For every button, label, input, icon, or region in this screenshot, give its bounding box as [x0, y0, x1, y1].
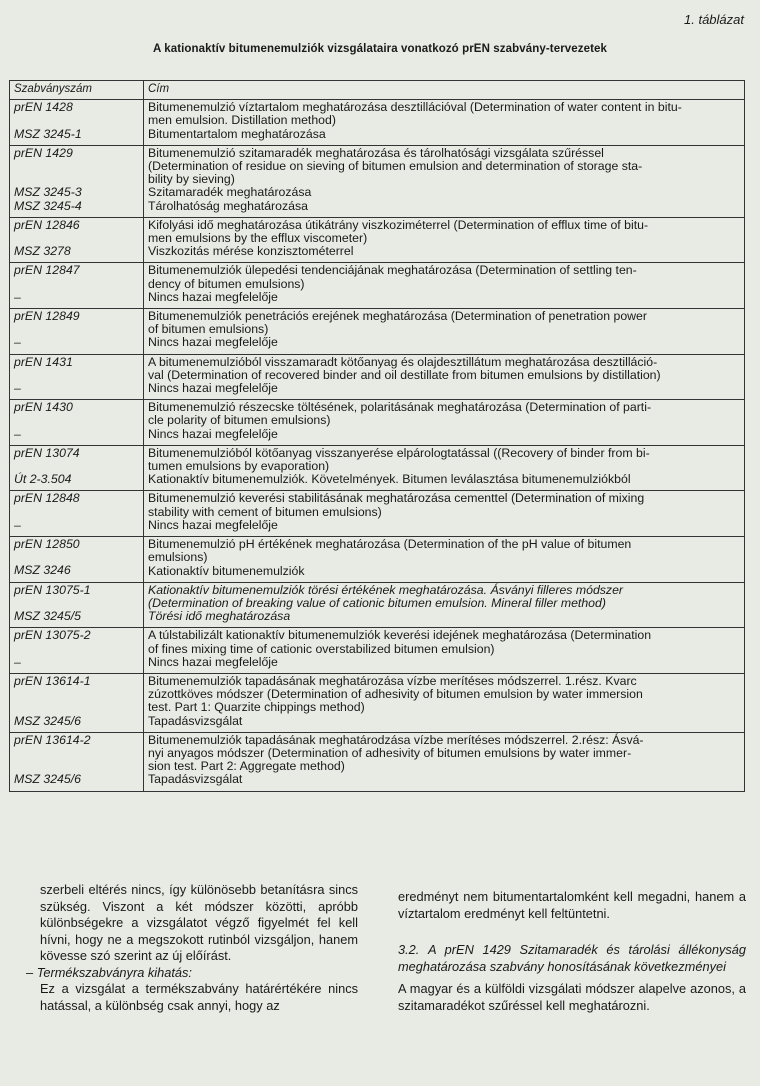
table-row — [10, 400, 745, 446]
standard-title-cell — [144, 582, 745, 628]
standards-table — [9, 80, 745, 792]
table-row — [10, 582, 745, 628]
footer-left-paragraph-1: szerbeli eltérés nincs, így különösebb betanításra sincs szükség. Viszont a két módszer közötti, apróbb különbségekre a vizsgálatot végző figyelmét fel kell hívni, hogy ne a megszokott rutinból vizsgáljon, hanem kövesse szó szerint az új előírást. — [40, 882, 358, 963]
table-row — [10, 100, 745, 146]
title-line: Bitumenemulzió szitamaradék meghatározása és tárolhatósági vizsgálata szűréssel — [148, 145, 604, 160]
title-line: Kationaktív bitumenemulziók. Követelmények. Bitumen leválasztása bitumenemulziókból — [148, 472, 631, 487]
footer-right-paragraph-2: A magyar és a külföldi vizsgálati módszer alapelve azonos, a szitamaradékot szűréssel kell meghatározni. — [398, 981, 746, 1013]
standard-title-cell — [144, 354, 745, 400]
standard-code: prEN 12849 — [14, 309, 80, 324]
table-row — [10, 628, 745, 674]
spacer — [14, 160, 140, 173]
standard-code: MSZ 3245-4 — [14, 198, 82, 213]
title-line: Bitumenemulziók tapadásának meghatárodzása vízbe merítéses módszerrel. 2.rész: Ásvá- — [148, 732, 644, 747]
standard-codes-cell — [10, 354, 144, 400]
standard-code: – — [14, 289, 21, 304]
title-line: tumen emulsions by evaporation) — [148, 459, 330, 474]
standard-codes-cell — [10, 445, 144, 491]
spacer — [14, 369, 140, 382]
title-line: stability with cement of bitumen emulsions) — [148, 504, 382, 519]
standard-code: prEN 13614-1 — [14, 673, 91, 688]
title-line: Nincs hazai megfelelője — [148, 381, 278, 396]
standard-title-cell — [144, 400, 745, 446]
standard-code: prEN 13075-2 — [14, 628, 91, 643]
title-line: of fines mixing time of cationic overstabilized bitumen emulsion) — [148, 641, 495, 656]
table-row — [10, 445, 745, 491]
standard-title-cell — [144, 732, 745, 791]
title-line: test. Part 1: Quarzite chippings method) — [148, 700, 365, 715]
header-title: Cím — [144, 81, 745, 100]
standard-title-cell — [144, 445, 745, 491]
title-line: of bitumen emulsions) — [148, 322, 269, 337]
footer-right-paragraph-1: eredményt nem bitumentartalomként kell megadni, hanem a víztartalom eredményt kell feltüntetni. — [398, 889, 746, 921]
title-line: Bitumenemulziók tapadásának meghatározása vízbe merítéses módszerrel. 1.rész. Kvarc — [148, 673, 637, 688]
title-line: A túlstabilizált kationaktív bitumenemulziók keverési idejének meghatározása (Determination — [148, 628, 652, 643]
standard-code: prEN 12846 — [14, 217, 80, 232]
standard-code: MSZ 3245-3 — [14, 185, 82, 200]
title-line: Bitumentartalom meghatározása — [148, 126, 326, 141]
footer-left-paragraph-2: Ez a vizsgálat a termékszabvány határértékére nincs hatással, a különbség csak annyi, hogy az — [40, 981, 358, 1013]
title-line: emulsions) — [148, 550, 208, 565]
section-title: A prEN 1429 Szitamaradék és tárolási állékonyság meghatározása szabvány honosításának következményei — [398, 942, 746, 974]
title-line: Nincs hazai megfelelője — [148, 426, 278, 441]
table-row — [10, 217, 745, 263]
spacer — [14, 747, 140, 760]
title-line: val (Determination of recovered binder and oil destillate from bitumen emulsions by distillation) — [148, 367, 661, 382]
footer-left-dash: – — [26, 964, 34, 980]
standard-code: MSZ 3246 — [14, 563, 71, 578]
title-line: Viszkozitás mérése konzisztométerrel — [148, 244, 354, 259]
standard-code: Út 2-3.504 — [14, 472, 72, 487]
spacer — [14, 688, 140, 701]
title-line: sion test. Part 2: Aggregate method) — [148, 759, 345, 774]
standard-code: – — [14, 654, 21, 669]
standard-code: MSZ 3245/6 — [14, 713, 81, 728]
standard-code: prEN 1431 — [14, 354, 73, 369]
standard-codes-cell — [10, 582, 144, 628]
standard-code: prEN 1429 — [14, 145, 73, 160]
title-line: cle polarity of bitumen emulsions) — [148, 413, 331, 428]
standard-code: prEN 12850 — [14, 537, 80, 552]
standard-title-cell — [144, 673, 745, 732]
title-line: A bitumenemulzióból visszamaradt kötőanyag és olajdesztillátum meghatározása desztilláció- — [148, 354, 658, 369]
standard-codes-cell — [10, 732, 144, 791]
title-line: (Determination of breaking value of cationic bitumen emulsion. Mineral filler method) — [148, 595, 606, 610]
standard-code: prEN 13075-1 — [14, 582, 91, 597]
table-row — [10, 732, 745, 791]
standard-title-cell — [144, 491, 745, 537]
spacer — [14, 701, 140, 714]
standard-code: prEN 13074 — [14, 445, 80, 460]
title-line: Tapadásvizsgálat — [148, 713, 243, 728]
footer-left-column — [26, 882, 358, 1014]
title-line: Bitumenemulzió keverési stabilitásának meghatározása cementtel (Determination of mixing — [148, 491, 645, 506]
standard-title-cell — [144, 537, 745, 583]
title-line: men emulsion. Distillation method) — [148, 113, 336, 128]
section-heading — [398, 942, 746, 975]
standard-codes-cell — [10, 309, 144, 355]
spacer — [14, 506, 140, 519]
spacer — [14, 278, 140, 291]
standard-code: MSZ 3245/5 — [14, 609, 81, 624]
standard-code: – — [14, 381, 21, 396]
standard-code: – — [14, 517, 21, 532]
title-line: Nincs hazai megfelelője — [148, 289, 278, 304]
title-line: Bitumenemulzió részecske töltésének, polaritásának meghatározása (Determination of parti- — [148, 400, 652, 415]
standard-codes-cell — [10, 628, 144, 674]
standard-code: MSZ 3245-1 — [14, 126, 82, 141]
table-title: A kationaktív bitumenemulziók vizsgálataira vonatkozó prEN szabvány-tervezetek — [152, 43, 608, 55]
table-row — [10, 491, 745, 537]
title-line: Nincs hazai megfelelője — [148, 335, 278, 350]
title-line: Bitumenemulzióból kötőanyag visszanyerése elpárologtatással ((Recovery of binder from bi- — [148, 445, 650, 460]
table-body — [10, 100, 745, 791]
title-line: Kationaktív bitumenemulziók — [148, 563, 305, 578]
table-row — [10, 537, 745, 583]
table-row — [10, 145, 745, 217]
title-line: (Determination of residue on sieving of bitumen emulsion and determination of storage sta- — [148, 159, 643, 174]
table-label: 1. táblázat — [684, 12, 744, 27]
table-row — [10, 309, 745, 355]
footer-left-heading — [26, 965, 358, 982]
standard-codes-cell — [10, 491, 144, 537]
standard-title-cell — [144, 309, 745, 355]
table-header-row — [10, 81, 745, 100]
footer-right-column — [398, 889, 746, 1014]
standard-codes-cell — [10, 100, 144, 146]
title-line: Tárolhatóság meghatározása — [148, 198, 308, 213]
standard-code: prEN 1430 — [14, 400, 73, 415]
title-line: Nincs hazai megfelelője — [148, 654, 278, 669]
footer-left-heading-text: Termékszabványra kihatás: — [36, 964, 192, 980]
title-line: Bitumenemulziók penetrációs erejének meghatározása (Determination of penetration power — [148, 309, 647, 324]
table-row — [10, 354, 745, 400]
table-row — [10, 263, 745, 309]
spacer — [14, 414, 140, 427]
title-line: Tapadásvizsgálat — [148, 772, 243, 787]
standard-code: MSZ 3245/6 — [14, 772, 81, 787]
standard-code: prEN 12847 — [14, 263, 80, 278]
standard-code: prEN 1428 — [14, 100, 73, 115]
title-line: Nincs hazai megfelelője — [148, 517, 278, 532]
standard-codes-cell — [10, 217, 144, 263]
standard-codes-cell — [10, 400, 144, 446]
title-line: Törési idő meghatározása — [148, 609, 291, 624]
standard-code: – — [14, 426, 21, 441]
standard-codes-cell — [10, 673, 144, 732]
title-line: dency of bitumen emulsions) — [148, 276, 305, 291]
standard-codes-cell — [10, 263, 144, 309]
title-line: nyi anyagos módszer (Determination of adhesivity of bitumen emulsions by water immer- — [148, 745, 632, 760]
standard-code: prEN 13614-2 — [14, 732, 91, 747]
title-line: Bitumenemulzió víztartalom meghatározása desztillációval (Determination of water content in bitu- — [148, 100, 682, 115]
standard-code: prEN 12848 — [14, 491, 80, 506]
spacer — [14, 114, 140, 127]
standard-title-cell — [144, 263, 745, 309]
standard-title-cell — [144, 217, 745, 263]
standard-title-cell — [144, 628, 745, 674]
standard-title-cell — [144, 145, 745, 217]
standard-code: – — [14, 335, 21, 350]
spacer — [14, 323, 140, 336]
standard-title-cell — [144, 100, 745, 146]
spacer — [14, 643, 140, 656]
title-line: Bitumenemulziók ülepedési tendenciájának meghatározása (Determination of settling ten- — [148, 263, 637, 278]
title-line: men emulsions by the efflux viscometer) — [148, 231, 368, 246]
standard-code: MSZ 3278 — [14, 244, 71, 259]
title-line: Kifolyási idő meghatározása útikátrány viszkoziméterrel (Determination of efflux time of bitu- — [148, 217, 649, 232]
header-code: Szabványszám — [10, 81, 144, 100]
table-row — [10, 673, 745, 732]
title-line: zúzottköves módszer (Determination of adhesivity of bitumen emulsion by water immersion — [148, 687, 643, 702]
standard-codes-cell — [10, 145, 144, 217]
title-line: Kationaktív bitumenemulziók törési értékének meghatározása. Ásványi filleres módszer — [148, 582, 624, 597]
standard-codes-cell — [10, 537, 144, 583]
section-number: 3.2. — [398, 942, 420, 957]
title-line: Szitamaradék meghatározása — [148, 185, 312, 200]
title-line: Bitumenemulzió pH értékének meghatározása (Determination of the pH value of bitumen — [148, 537, 632, 552]
title-line: bility by sieving) — [148, 172, 235, 187]
